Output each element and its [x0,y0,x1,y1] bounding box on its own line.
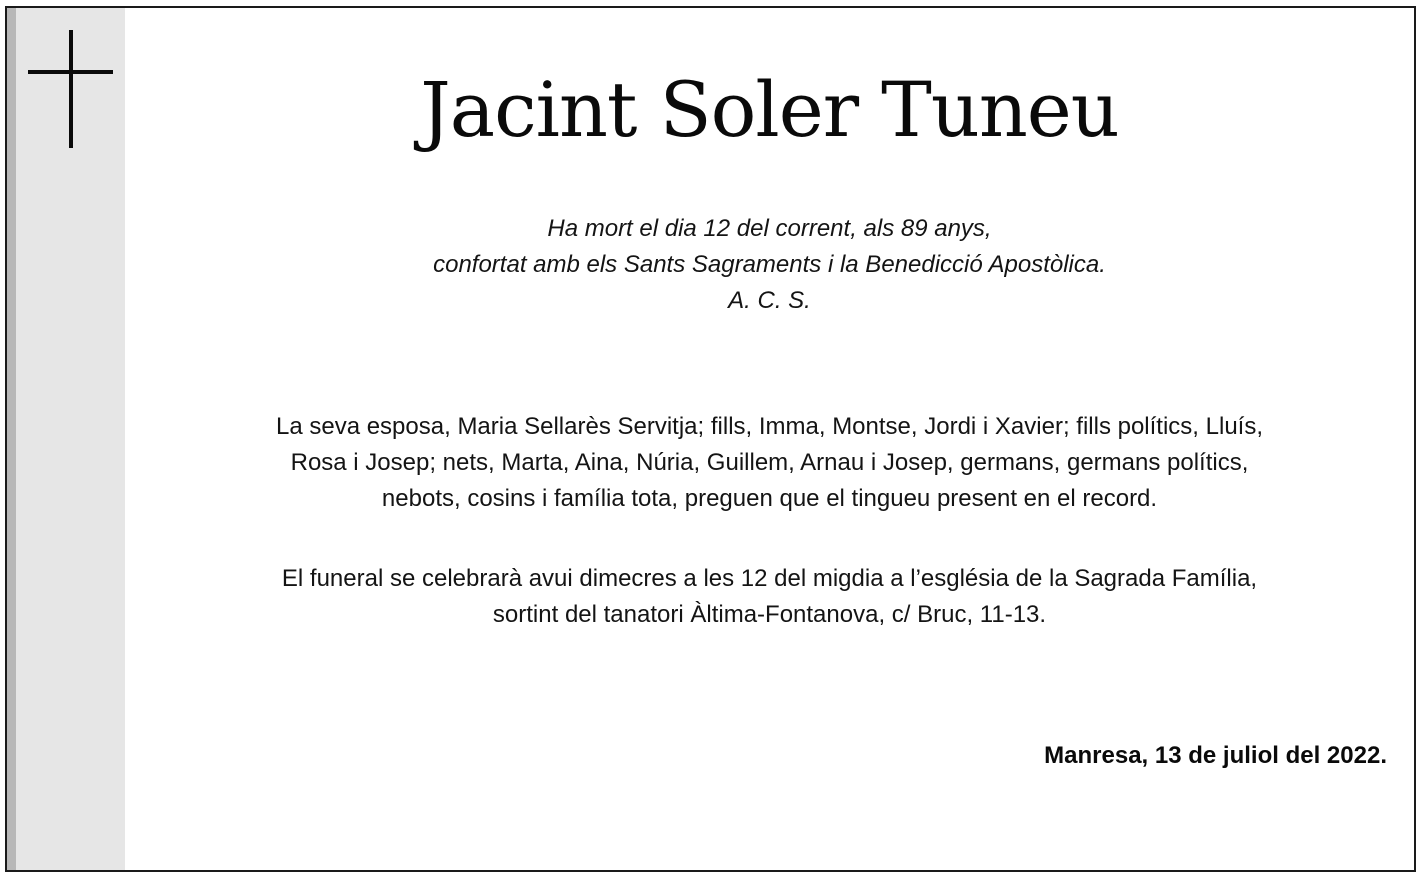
death-line: Ha mort el dia 12 del corrent, als 89 anys, [547,215,992,242]
side-band [7,8,125,870]
cross-icon [28,30,113,148]
funeral-line: El funeral se celebrarà avui dimecres a les 12 del migdia a l’església de la Sagrada Família, [281,565,1258,592]
funeral-line: sortint del tanatori Àltima-Fontanova, c/ Bruc, 11-13. [492,601,1047,628]
family-line: Rosa i Josep; nets, Marta, Aina, Núria, Guillem, Arnau i Josep, germans, germans polítics, [290,449,1249,476]
side-band-edge [7,8,16,870]
obituary-notice [5,6,1416,872]
place-date: Manresa, 13 de juliol del 2022. [1044,742,1387,769]
death-line: A. C. S. [728,287,811,314]
notice-content [125,8,1414,870]
death-announcement [125,211,1414,319]
family-line: La seva esposa, Maria Sellarès Servitja; fills, Imma, Montse, Jordi i Xavier; fills polítics, Lluís, [275,413,1264,440]
family-paragraph [125,409,1414,517]
death-line: confortat amb els Sants Sagraments i la Benedicció Apostòlica. [433,251,1106,278]
deceased-name: Jacint Soler Tuneu [420,65,1119,154]
funeral-paragraph [125,561,1414,633]
family-line: nebots, cosins i família tota, preguen que el tingueu present en el record. [381,485,1158,512]
